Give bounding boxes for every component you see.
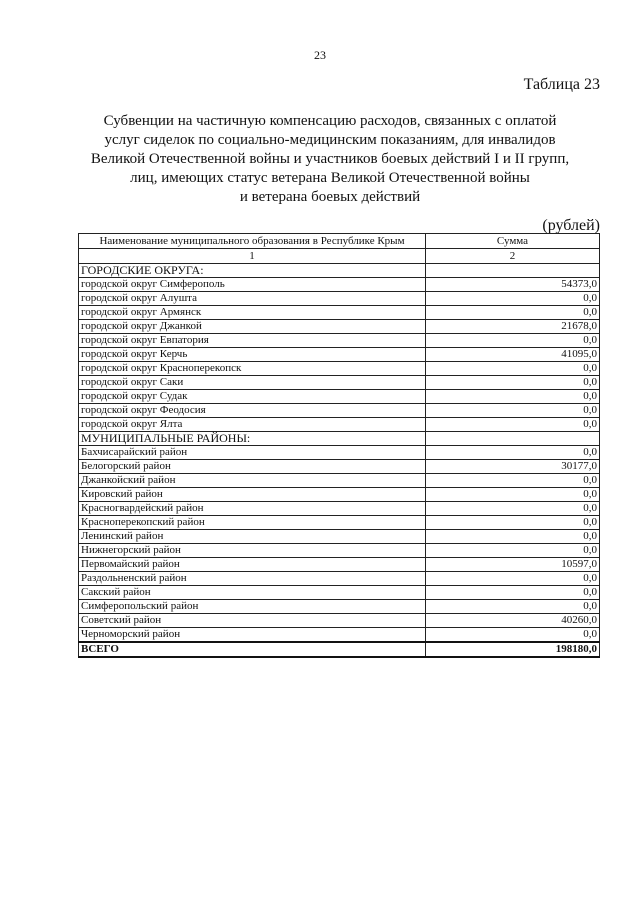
municipality-name: Нижнегорский район [79, 544, 426, 558]
sum-value: 0,0 [426, 488, 600, 502]
table-row [79, 446, 600, 460]
section-title: ГОРОДСКИЕ ОКРУГА: [79, 264, 426, 278]
table-row [79, 278, 600, 292]
municipality-name: городской округ Симферополь [79, 278, 426, 292]
municipality-name: Белогорский район [79, 460, 426, 474]
sum-value: 0,0 [426, 376, 600, 390]
sum-value: 0,0 [426, 362, 600, 376]
municipality-name: городской округ Евпатория [79, 334, 426, 348]
sum-value: 0,0 [426, 628, 600, 643]
sum-value: 0,0 [426, 530, 600, 544]
empty-cell [426, 432, 600, 446]
municipality-name: Бахчисарайский район [79, 446, 426, 460]
sum-value: 0,0 [426, 404, 600, 418]
table-row [79, 348, 600, 362]
table-row [79, 572, 600, 586]
section-row-districts [79, 432, 600, 446]
table-row [79, 628, 600, 643]
table-row [79, 488, 600, 502]
sum-value: 198180,0 [426, 642, 600, 657]
table-row [79, 614, 600, 628]
table-label: Таблица 23 [523, 76, 600, 93]
municipality-name: Ленинский район [79, 530, 426, 544]
title-line: лиц, имеющих статус ветерана Великой Отечественной войны [130, 170, 530, 186]
municipality-name: Красноперекопский район [79, 516, 426, 530]
empty-cell [426, 264, 600, 278]
table-row [79, 474, 600, 488]
section-title: МУНИЦИПАЛЬНЫЕ РАЙОНЫ: [79, 432, 426, 446]
table-row [79, 558, 600, 572]
sum-value: 0,0 [426, 446, 600, 460]
column-header-name: Наименование муниципального образования в Республике Крым [79, 234, 426, 249]
municipality-name: городской округ Джанкой [79, 320, 426, 334]
table-row [79, 306, 600, 320]
page-number: 23 [314, 48, 326, 62]
municipality-name: городской округ Красноперекопск [79, 362, 426, 376]
title-line: услуг сиделок по социально-медицинским показаниям, для инвалидов [104, 132, 556, 148]
subsidy-table [78, 233, 600, 658]
column-number: 1 [79, 249, 426, 264]
sum-value: 0,0 [426, 502, 600, 516]
sum-value: 0,0 [426, 516, 600, 530]
municipality-name: городской округ Армянск [79, 306, 426, 320]
table-row [79, 292, 600, 306]
municipality-name: Симферопольский район [79, 600, 426, 614]
sum-value: 0,0 [426, 390, 600, 404]
table-row [79, 586, 600, 600]
sum-value: 0,0 [426, 292, 600, 306]
table-row [79, 404, 600, 418]
column-header-sum: Сумма [426, 234, 600, 249]
sum-value: 21678,0 [426, 320, 600, 334]
municipality-name: Сакский район [79, 586, 426, 600]
sum-value: 30177,0 [426, 460, 600, 474]
municipality-name: ВСЕГО [79, 642, 426, 657]
municipality-name: городской округ Саки [79, 376, 426, 390]
column-number-row [79, 249, 600, 264]
municipality-name: городской округ Алушта [79, 292, 426, 306]
table-row [79, 418, 600, 432]
municipality-name: городской округ Керчь [79, 348, 426, 362]
table-row [79, 544, 600, 558]
title-line: Субвенции на частичную компенсацию расходов, связанных с оплатой [103, 113, 557, 129]
sum-value: 0,0 [426, 474, 600, 488]
sum-value: 0,0 [426, 586, 600, 600]
sum-value: 40260,0 [426, 614, 600, 628]
table-row [79, 600, 600, 614]
table-row [79, 502, 600, 516]
sum-value: 0,0 [426, 306, 600, 320]
total-row [79, 642, 600, 657]
title-line: Великой Отечественной войны и участников боевых действий I и II групп, [90, 151, 570, 167]
municipality-name: Джанкойский район [79, 474, 426, 488]
sum-value: 0,0 [426, 600, 600, 614]
sum-value: 0,0 [426, 572, 600, 586]
sum-value: 0,0 [426, 334, 600, 348]
municipality-name: Первомайский район [79, 558, 426, 572]
column-number: 2 [426, 249, 600, 264]
table-header-row [79, 234, 600, 249]
table-row [79, 320, 600, 334]
table-row [79, 530, 600, 544]
document-title [70, 112, 590, 207]
sum-value: 10597,0 [426, 558, 600, 572]
municipality-name: городской округ Феодосия [79, 404, 426, 418]
sum-value: 0,0 [426, 544, 600, 558]
municipality-name: Красногвардейский район [79, 502, 426, 516]
municipality-name: городской округ Ялта [79, 418, 426, 432]
table-row [79, 362, 600, 376]
table-row [79, 334, 600, 348]
municipality-name: городской округ Судак [79, 390, 426, 404]
table-row [79, 516, 600, 530]
sum-value: 54373,0 [426, 278, 600, 292]
municipality-name: Советский район [79, 614, 426, 628]
sum-value: 41095,0 [426, 348, 600, 362]
table-row [79, 390, 600, 404]
municipality-name: Кировский район [79, 488, 426, 502]
municipality-name: Раздольненский район [79, 572, 426, 586]
municipality-name: Черноморский район [79, 628, 426, 643]
table-row [79, 376, 600, 390]
sum-value: 0,0 [426, 418, 600, 432]
title-line: и ветерана боевых действий [239, 189, 421, 205]
section-row-urban [79, 264, 600, 278]
units-label: (рублей) [542, 217, 600, 234]
table-row [79, 460, 600, 474]
